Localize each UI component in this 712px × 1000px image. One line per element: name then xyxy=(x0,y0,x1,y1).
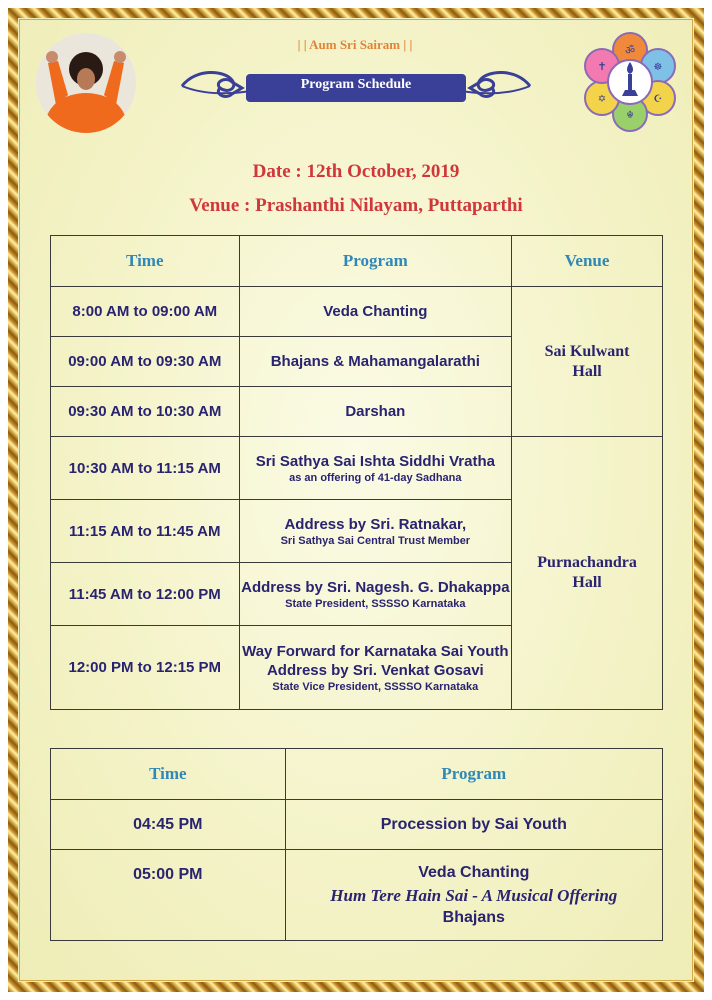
svg-text:✝: ✝ xyxy=(597,60,607,73)
row-time: 8:00 AM to 09:00 AM xyxy=(51,287,240,337)
row-program: Procession by Sai Youth xyxy=(285,800,662,850)
row-time: 10:30 AM to 11:15 AM xyxy=(51,437,240,500)
row-program: Bhajans & Mahamangalarathi xyxy=(239,337,512,387)
venue-purnachandra-hall xyxy=(512,437,663,710)
row-time: 09:00 AM to 09:30 AM xyxy=(51,337,240,387)
svg-text:☸: ☸ xyxy=(653,62,663,73)
row-program xyxy=(239,500,512,563)
table-row xyxy=(51,287,663,337)
table-row xyxy=(51,800,663,850)
row-program xyxy=(239,437,512,500)
header-time: Time xyxy=(51,749,286,800)
venue-line2: Hall xyxy=(572,574,602,591)
row-program xyxy=(285,850,662,941)
event-date: Date : 12th October, 2019 xyxy=(252,161,460,182)
banner-title: Program Schedule xyxy=(300,77,412,92)
table-header-row xyxy=(51,749,663,800)
venue-line2: Hall xyxy=(572,362,602,380)
evening-schedule-table xyxy=(50,748,663,941)
invocation-text: | | Aum Sri Sairam | | xyxy=(297,37,413,52)
row-time: 05:00 PM xyxy=(51,850,286,941)
devotee-photo-icon xyxy=(36,33,136,133)
svg-text:ॐ: ॐ xyxy=(624,44,636,57)
program-subtitle: State President, SSSSO Karnataka xyxy=(285,597,466,610)
event-venue: Venue : Prashanthi Nilayam, Puttaparthi xyxy=(189,195,523,216)
venue-sai-kulwant-hall xyxy=(512,287,663,437)
program-title: Veda Chanting xyxy=(418,863,530,881)
program-title-2: Address by Sri. Venkat Gosavi xyxy=(266,661,484,679)
row-time: 09:30 AM to 10:30 AM xyxy=(51,387,240,437)
svg-text:☪: ☪ xyxy=(653,94,663,105)
program-musical-offering: Hum Tere Hain Sai - A Musical Offering xyxy=(330,885,618,905)
venue-line1: Purnachandra xyxy=(537,554,637,571)
program-title: Sri Sathya Sai Ishta Siddhi Vratha xyxy=(255,452,495,470)
svg-text:☬: ☬ xyxy=(626,110,634,121)
row-program: Darshan xyxy=(239,387,512,437)
program-title: Way Forward for Karnataka Sai Youth xyxy=(242,642,509,660)
row-program xyxy=(239,563,512,626)
row-program: Veda Chanting xyxy=(239,287,512,337)
header-time: Time xyxy=(51,236,240,287)
table-header-row xyxy=(51,236,663,287)
morning-schedule-table xyxy=(50,235,663,710)
program-title: Address by Sri. Ratnakar, xyxy=(284,515,467,533)
program-subtitle: State Vice President, SSSSO Karnataka xyxy=(272,680,479,693)
program-subtitle: Sri Sathya Sai Central Trust Member xyxy=(280,534,471,547)
program-title: Address by Sri. Nagesh. G. Dhakappa xyxy=(241,578,510,596)
table-row xyxy=(51,437,663,500)
row-program xyxy=(239,626,512,710)
table-row xyxy=(51,850,663,941)
program-subtitle: as an offering of 41-day Sadhana xyxy=(289,471,462,484)
row-time: 11:15 AM to 11:45 AM xyxy=(51,500,240,563)
row-time: 04:45 PM xyxy=(51,800,286,850)
header-program: Program xyxy=(285,749,662,800)
header-program: Program xyxy=(239,236,512,287)
venue-line1: Sai Kulwant xyxy=(544,342,630,360)
row-time: 11:45 AM to 12:00 PM xyxy=(51,563,240,626)
svg-text:✡: ✡ xyxy=(597,94,607,105)
program-bhajans: Bhajans xyxy=(442,908,505,926)
all-faiths-emblem-icon xyxy=(578,30,682,134)
header-venue: Venue xyxy=(512,236,663,287)
row-time: 12:00 PM to 12:15 PM xyxy=(51,626,240,710)
